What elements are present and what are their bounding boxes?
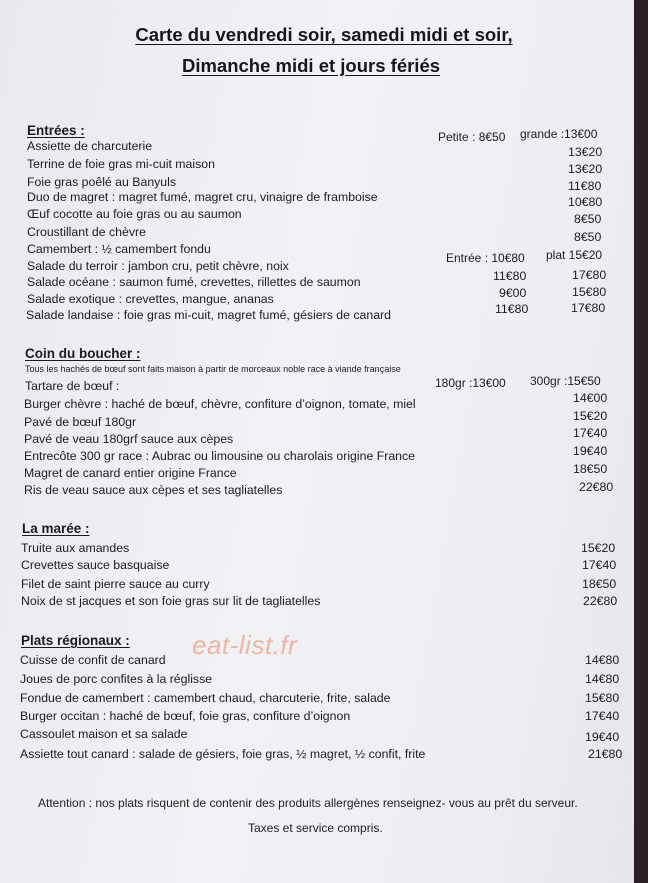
item-name: Tartare de bœuf : — [25, 379, 120, 393]
item-price: 15€20 — [581, 541, 616, 555]
item-price: 13€20 — [568, 145, 603, 159]
item-name: Noix de st jacques et son foie gras sur lit de tagliatelles — [21, 594, 321, 608]
item-price: 14€80 — [585, 653, 620, 667]
item-name: Burger occitan : haché de bœuf, foie gras, confiture d’oignon — [20, 709, 351, 723]
item-price: 14€80 — [585, 672, 620, 686]
item-name: Croustillant de chèvre — [27, 225, 146, 239]
taxes-notice: Taxes et service compris. — [248, 821, 383, 835]
menu-item — [25, 377, 620, 395]
menu-item — [27, 205, 617, 226]
item-price: 11€80 — [568, 179, 602, 193]
item-name: Pavé de veau 180grf sauce aux cèpes — [24, 432, 234, 446]
menu-item — [24, 444, 619, 465]
menu-item — [27, 240, 617, 258]
item-name: Assiette de charcuterie — [27, 139, 153, 153]
menu-item — [21, 592, 621, 610]
menu-item — [20, 689, 625, 707]
menu-item — [21, 539, 621, 557]
item-name: Cassoulet maison et sa salade — [20, 727, 188, 741]
item-name: Salade exotique : crevettes, mangue, ananas — [27, 292, 274, 306]
header-300gr: 300gr :15€50 — [530, 374, 601, 388]
item-price: 13€20 — [568, 162, 603, 176]
item-price: 8€50 — [574, 212, 602, 226]
item-name: Ris de veau sauce aux cèpes et ses tagliatelles — [24, 483, 283, 497]
item-name: Camembert : ½ camembert fondu — [27, 242, 211, 256]
item-name: Magret de canard entier origine France — [24, 466, 237, 480]
menu-item — [21, 556, 621, 574]
item-price: 18€50 — [582, 577, 617, 591]
item-price-small: 11€80 — [495, 302, 529, 316]
menu-item — [24, 426, 619, 448]
section-title-regionaux: Plats régionaux : — [21, 633, 130, 648]
section-title-maree: La marée : — [22, 521, 90, 536]
menu-item — [27, 188, 617, 209]
item-price: 22€80 — [583, 594, 618, 608]
menu-item — [24, 464, 619, 482]
menu-item — [20, 745, 625, 763]
item-price: 19€40 — [585, 730, 620, 744]
item-name: Salade landaise : foie gras mi-cuit, magret fumé, gésiers de canard — [26, 308, 391, 322]
item-price-large: 17€80 — [572, 268, 607, 282]
item-name: Fondue de camembert : camembert chaud, charcuterie, frite, salade — [20, 691, 391, 705]
item-name: Terrine de foie gras mi-cuit maison — [27, 157, 215, 171]
header-entree: Entrée : 10€80 — [446, 251, 525, 265]
item-name: Pavé de bœuf 180gr — [24, 415, 137, 429]
item-price-large: 15€80 — [572, 285, 607, 299]
menu-item — [24, 391, 619, 413]
item-price: 17€40 — [573, 426, 608, 440]
item-price: 18€50 — [573, 462, 608, 476]
item-price: 15€80 — [585, 691, 620, 705]
header-grande: grande :13€00 — [520, 127, 598, 141]
menu-item — [26, 301, 616, 324]
menu-item — [21, 575, 621, 593]
item-name: Joues de porc confites à la réglisse — [20, 672, 213, 686]
header-plat: plat 15€20 — [546, 248, 603, 262]
item-price: 14€00 — [573, 391, 608, 405]
menu-title-line2: Dimanche midi et jours fériés — [181, 55, 441, 76]
menu-item — [27, 268, 617, 291]
item-name: Salade du terroir : jambon cru, petit chèvre, noix — [27, 259, 289, 273]
menu-item — [27, 137, 617, 159]
item-price-small: 11€80 — [493, 269, 527, 283]
item-name: Cuisse de confit de canard — [20, 653, 166, 667]
watermark: eat-list.fr — [192, 630, 298, 660]
item-price-large: 17€80 — [571, 301, 606, 315]
boucher-note: Tous les hachés de bœuf sont faits maison à partir de morceaux noble race à viande française — [25, 364, 401, 374]
item-price-small: 9€00 — [499, 286, 527, 300]
menu-item — [20, 670, 625, 688]
menu-item — [24, 409, 619, 431]
header-petite: Petite : 8€50 — [438, 130, 506, 144]
header-180gr: 180gr :13€00 — [435, 376, 506, 390]
allergen-notice: Attention : nos plats risquent de contenir des produits allergènes renseignez- vous au prêt du serveur. — [38, 796, 578, 810]
item-price: 22€80 — [579, 480, 614, 494]
menu-item — [20, 707, 625, 725]
item-price: 8€50 — [574, 230, 602, 244]
item-name: Foie gras poêlé au Banyuls — [27, 175, 177, 189]
item-price: 19€40 — [573, 444, 608, 458]
menu-item — [27, 223, 617, 244]
item-price: 17€40 — [582, 558, 617, 572]
section-title-boucher: Coin du boucher : — [25, 346, 141, 361]
item-name: Filet de saint pierre sauce au curry — [21, 577, 210, 591]
item-name: Salade océane : saumon fumé, crevettes, rillettes de saumon — [27, 275, 361, 289]
item-name: Crevettes sauce basquaise — [21, 558, 170, 572]
item-name: Entrecôte 300 gr race : Aubrac ou limousine ou charolais origine France — [24, 449, 415, 463]
item-name: Truite aux amandes — [21, 541, 130, 555]
menu-item — [20, 725, 625, 743]
item-price: 15€20 — [573, 409, 608, 423]
item-price: 10€80 — [568, 195, 603, 209]
item-price: 21€80 — [588, 747, 623, 761]
item-name: Assiette tout canard : salade de gésiers, foie gras, ½ magret, ½ confit, frite — [20, 747, 426, 761]
item-name: Burger chèvre : haché de bœuf, chèvre, confiture d’oignon, tomate, miel — [24, 397, 416, 411]
menu-title-line1: Carte du vendredi soir, samedi midi et soir, — [135, 24, 513, 45]
item-name: Œuf cocotte au foie gras ou au saumon — [27, 207, 242, 221]
section-title-entrees: Entrées : — [27, 123, 85, 138]
item-name: Duo de magret : magret fumé, magret cru, vinaigre de framboise — [27, 190, 378, 204]
menu-item — [27, 155, 617, 176]
menu-item — [24, 481, 619, 499]
menu-item — [20, 651, 625, 669]
item-price: 17€40 — [585, 709, 620, 723]
